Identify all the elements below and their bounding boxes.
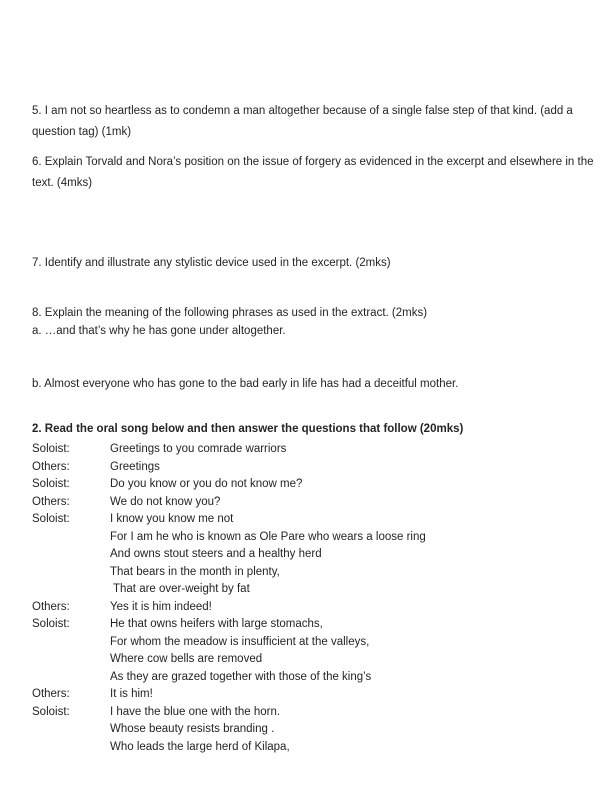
song-row <box>32 441 586 459</box>
song-row <box>32 669 586 687</box>
question-5 <box>32 101 586 143</box>
song-row <box>32 581 586 599</box>
question-8 <box>32 305 586 340</box>
song-line-text: I know you know me not <box>110 513 234 525</box>
question-7 <box>32 253 586 274</box>
speaker-label: Others: <box>32 460 70 473</box>
speaker-label: Others: <box>32 688 70 700</box>
song-line-text: Greetings to you comrade warriors <box>110 443 287 455</box>
song-line-text: For I am he who is known as Ole Pare who wears a loose ring <box>110 530 426 543</box>
speaker-label <box>32 669 110 687</box>
section-2-heading: 2. Read the oral song below and then answer the questions that follow (20mks) <box>32 423 464 435</box>
speaker-label <box>32 739 110 757</box>
speaker-label <box>32 581 110 599</box>
question-6-line-1: 6. Explain Torvald and Nora’s position on the issue of forgery as evidenced in the excerpt and elsewhere in the <box>32 156 594 168</box>
song-row <box>32 529 586 547</box>
question-8-item-b <box>32 374 586 395</box>
song-line-text: He that owns heifers with large stomachs, <box>110 618 323 630</box>
song-line-text: Who leads the large herd of Kilapa, <box>110 740 290 753</box>
song-line-text: Greetings <box>110 460 160 473</box>
song-row <box>32 739 586 757</box>
song-row <box>32 494 586 512</box>
speaker-label <box>32 546 110 564</box>
song-line-text: Do you know or you do not know me? <box>110 478 303 490</box>
speaker-label <box>32 634 110 652</box>
question-5-line-1: 5. I am not so heartless as to condemn a man altogether because of a single false step of that kind. (add a <box>32 105 573 117</box>
song-line-text: As they are grazed together with those of the king’s <box>110 670 372 683</box>
song-row <box>32 686 586 704</box>
song-row <box>32 511 586 529</box>
song-line-text: For whom the meadow is insufficient at the valleys, <box>110 635 370 648</box>
question-8-item-b-line: b. Almost everyone who has gone to the bad early in life has had a deceitful mother. <box>32 378 459 390</box>
speaker-label: Soloist: <box>32 478 70 490</box>
speaker-label: Soloist: <box>32 618 70 630</box>
question-5-line-2: question tag) (1mk) <box>32 126 132 138</box>
oral-song <box>32 441 586 756</box>
speaker-label <box>32 721 110 739</box>
speaker-label <box>32 564 110 582</box>
song-row <box>32 634 586 652</box>
song-line-text: I have the blue one with the horn. <box>110 705 281 718</box>
question-8-item-a: a. …and that’s why he has gone under altogether. <box>32 324 286 337</box>
song-line-text: And owns stout steers and a healthy herd <box>110 548 322 560</box>
speaker-label: Soloist: <box>32 705 70 718</box>
song-row <box>32 564 586 582</box>
question-7-line-1: 7. Identify and illustrate any stylistic device used in the excerpt. (2mks) <box>32 257 391 269</box>
song-row <box>32 651 586 669</box>
song-line-text: Whose beauty resists branding . <box>110 723 275 735</box>
song-row <box>32 599 586 617</box>
song-line-text: Yes it is him indeed! <box>110 600 212 613</box>
question-8-line-1: 8. Explain the meaning of the following phrases as used in the extract. (2mks) <box>32 307 428 319</box>
speaker-label <box>32 651 110 669</box>
question-6 <box>32 152 594 194</box>
song-row <box>32 721 586 739</box>
speaker-label: Soloist: <box>32 443 70 455</box>
song-line-text: Where cow bells are removed <box>110 653 263 665</box>
question-6-line-2: text. (4mks) <box>32 177 93 189</box>
speaker-label: Others: <box>32 600 70 613</box>
song-line-text: That are over-weight by fat <box>110 583 250 595</box>
speaker-label: Soloist: <box>32 513 70 525</box>
song-row <box>32 546 586 564</box>
song-row <box>32 459 586 477</box>
song-line-text: It is him! <box>110 688 153 700</box>
speaker-label <box>32 529 110 547</box>
song-row <box>32 616 586 634</box>
speaker-label: Others: <box>32 495 70 508</box>
song-line-text: That bears in the month in plenty, <box>110 565 280 578</box>
song-row <box>32 704 586 722</box>
song-line-text: We do not know you? <box>110 495 221 508</box>
song-row <box>32 476 586 494</box>
